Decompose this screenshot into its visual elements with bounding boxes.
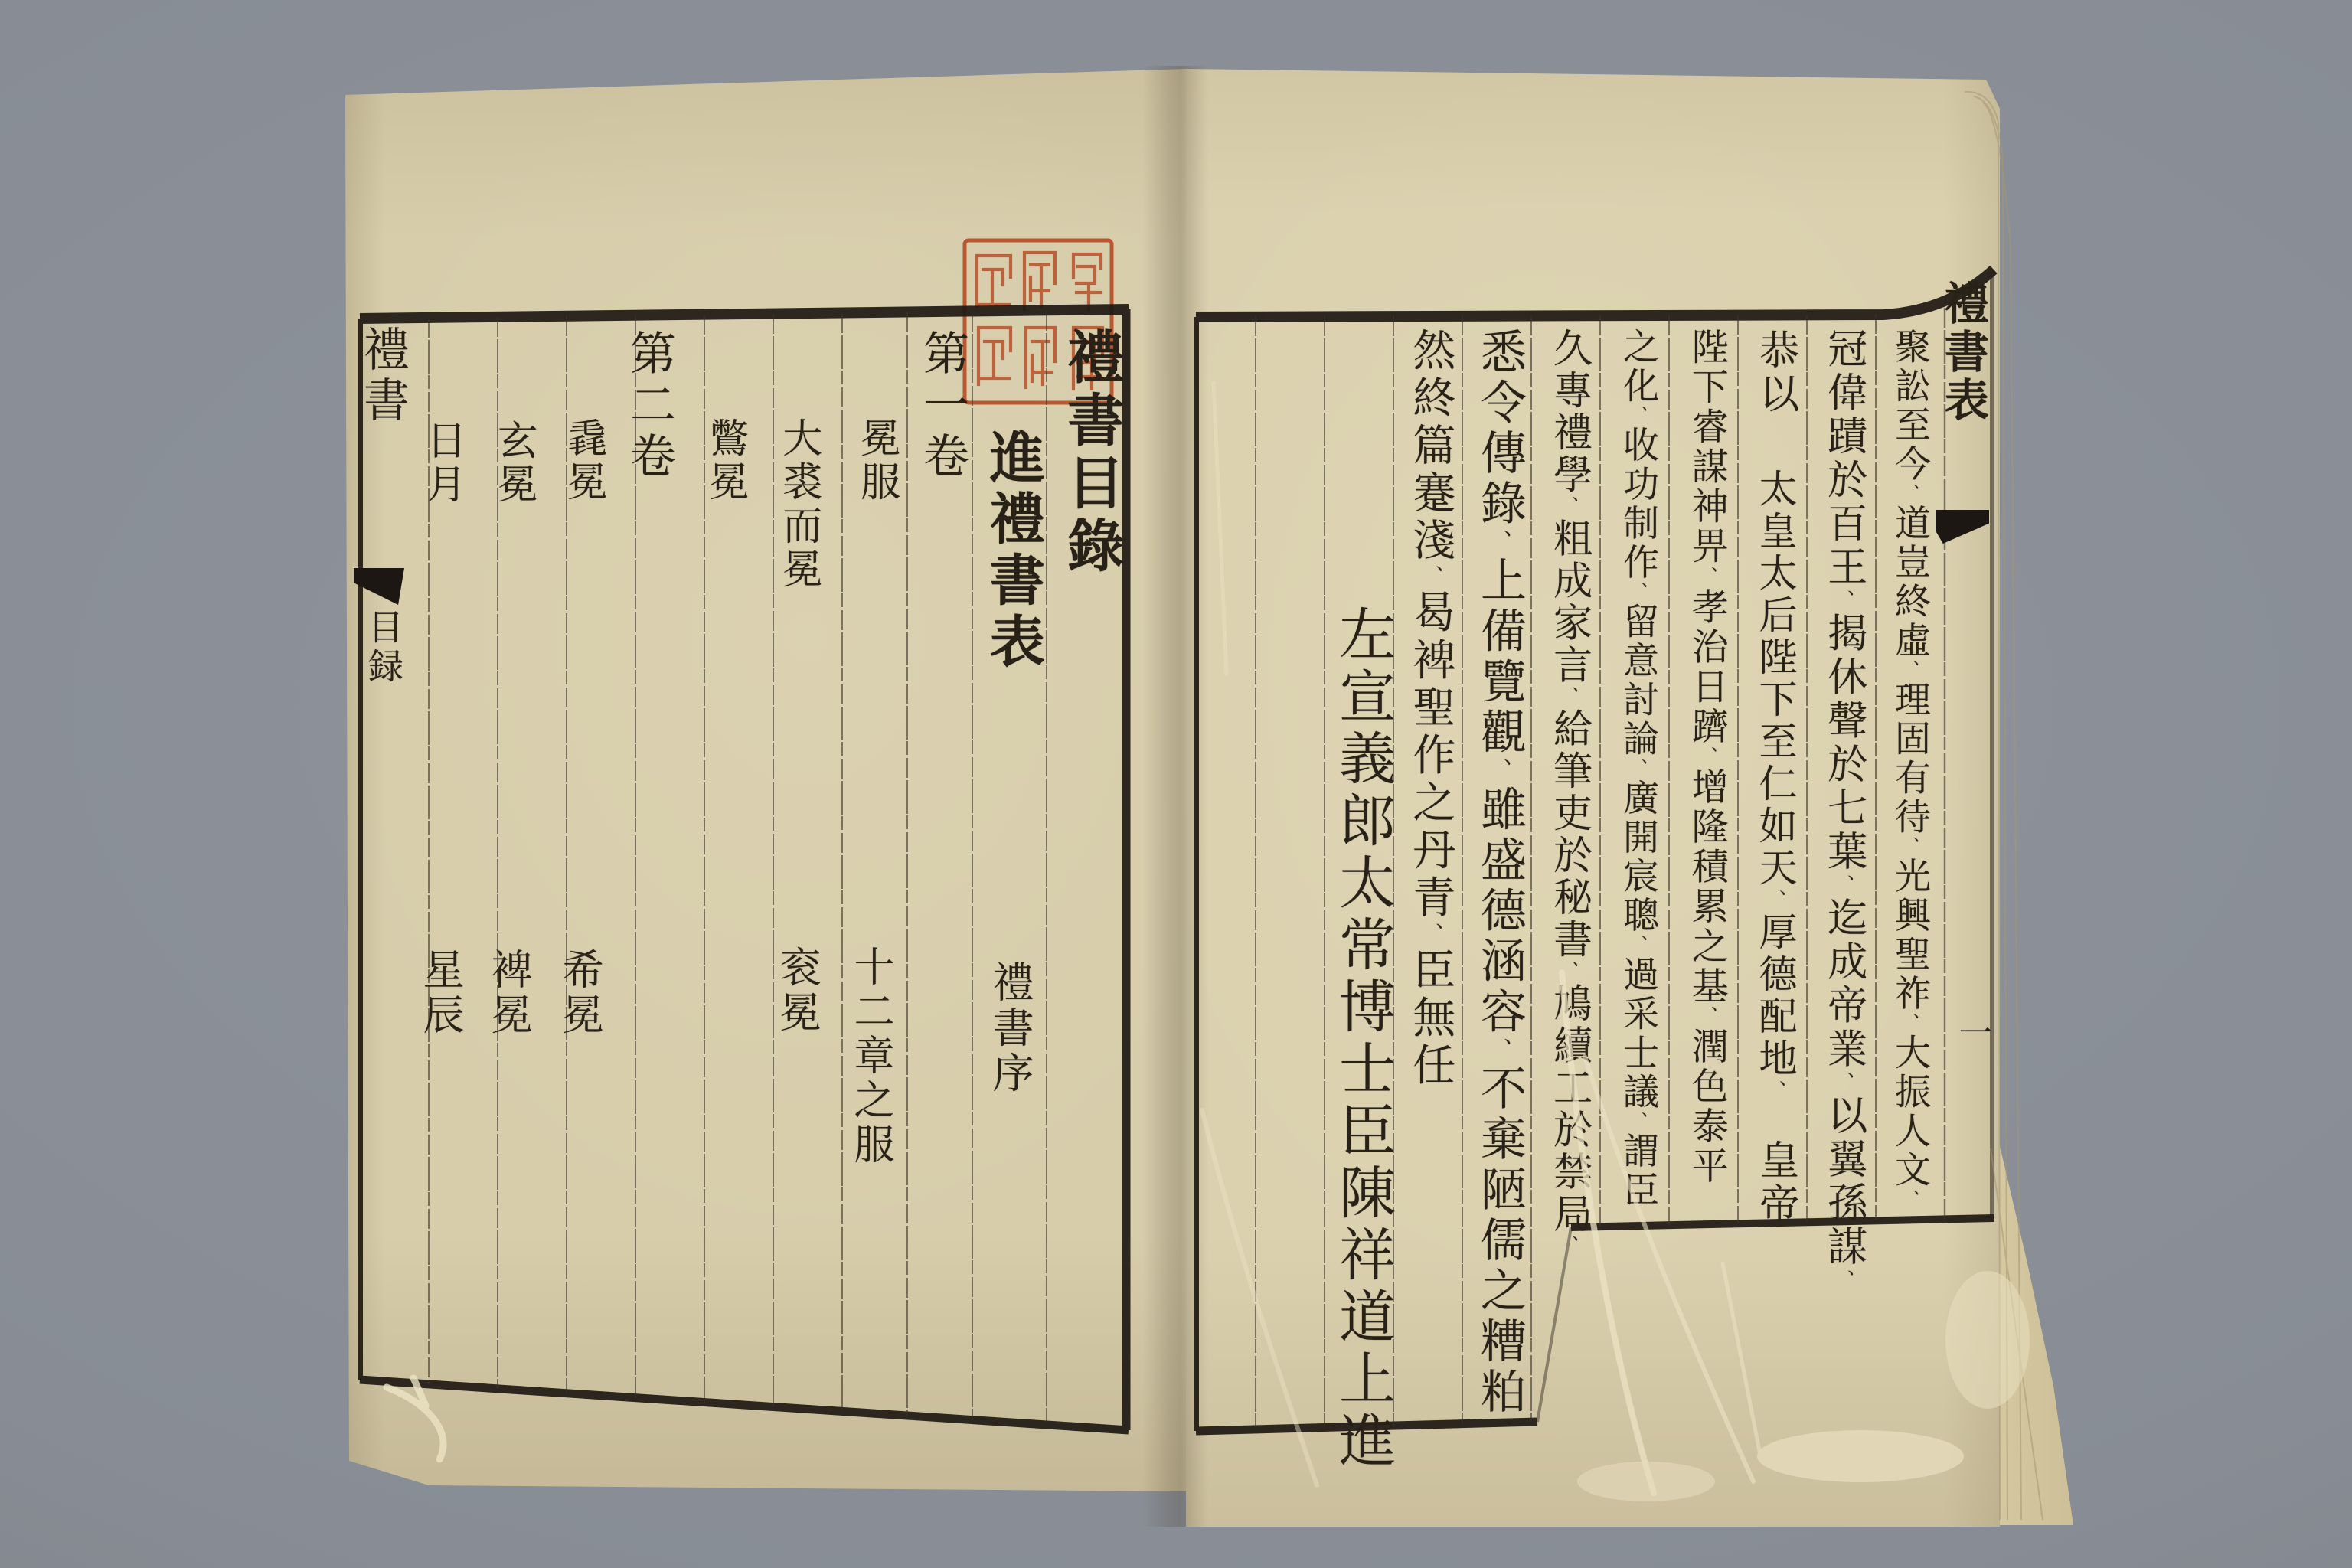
memorial-column-3-tail: 皇帝 (1752, 1139, 1798, 1227)
toc-entry-mianfu: 冕服 (853, 417, 900, 505)
toc-entry-shierzhangzhifu: 十二章之服 (847, 946, 894, 1168)
memorial-column-5: 之化、收功制作、留意討論、廣開宸聰、過采士議、謂臣 (1617, 328, 1660, 1210)
memorial-column-7: 悉令傳錄、上備覽觀、雖盛德涵容、不棄陋儒之糟粕、 (1473, 328, 1527, 1446)
memorial-column-2: 冠偉蹟於百王、揭休聲於七葉、迄成帝業、以翼孫謀、 (1820, 328, 1867, 1292)
left-banxin-section: 目録 (362, 609, 404, 687)
toc-entry-juan2: 第二卷 (622, 329, 676, 483)
memorial-column-3-body: 太皇太后陛下至仁如天、厚德配地、 (1753, 469, 1798, 1102)
toc-entry-xingchen: 星辰 (416, 948, 466, 1038)
toc-title: 禮書目錄 (1058, 328, 1125, 579)
toc-entry-riyue: 日月 (419, 420, 466, 507)
toc-entry-cuimian: 毳冕 (560, 417, 606, 505)
right-banxin-title: 禮書表 (1936, 280, 1989, 425)
toc-entry-daqiuermian: 大裘而冕 (775, 417, 822, 592)
memorial-column-1: 聚訟至今、道豈終虛、理固有待、光興聖祚、大振人文、 (1889, 328, 1932, 1210)
toc-entry-pimian: 裨冕 (485, 948, 534, 1038)
memorial-column-4: 陛下睿謀神畀、孝治日躋、增隆積累之基、潤色泰平 (1685, 328, 1729, 1187)
memorial-column-8: 然終篇蹇淺、曷裨聖作之丹青、臣無任 (1406, 328, 1456, 1090)
toc-entry-lishuxu: 禮書序 (986, 961, 1035, 1096)
toc-entry-bimian: 鷩冕 (701, 417, 748, 505)
toc-entry-xuanmian: 玄冕 (490, 420, 537, 507)
memorial-column-6: 久專禮學、粗成家言、給筆吏於秘書、鳩續工於禁局、 (1546, 328, 1592, 1257)
memorial-signature-column: 左宣義郎太常博士臣陳祥道上進 (1330, 605, 1396, 1473)
memorial-column-3-head: 恭以 (1752, 329, 1798, 416)
toc-entry-gunmian: 衮冕 (773, 946, 822, 1036)
right-page-number: 一 (1952, 1015, 1992, 1049)
left-banxin-title: 禮書 (356, 325, 410, 426)
toc-entry-ximian: 希冕 (556, 948, 605, 1038)
toc-entry-juan1: 第一卷 (916, 329, 969, 483)
toc-entry-jinlishubiao: 進禮書表 (980, 429, 1045, 674)
